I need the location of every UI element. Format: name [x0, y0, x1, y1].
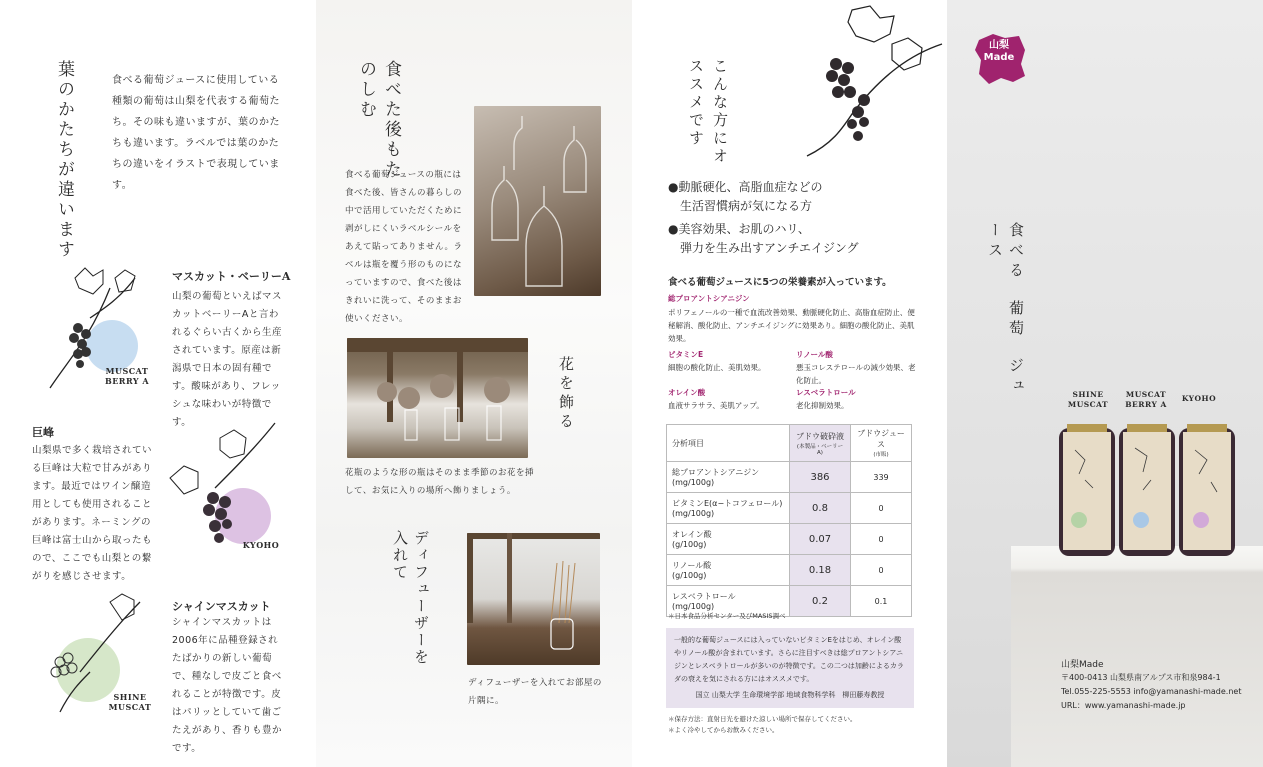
table-header-market	[851, 425, 912, 462]
row-label	[667, 462, 790, 493]
n2-desc: 細胞の酸化防止、美肌効果。	[668, 363, 766, 372]
kyoho-illustration	[165, 418, 280, 558]
table-source: ＊日本食品分析センター及びMASIS調べ	[668, 612, 786, 620]
row-label	[667, 524, 790, 555]
header-market-label: ブドウジュース	[857, 429, 905, 449]
table-row	[667, 555, 912, 586]
n3-desc: 悪玉コレステロールの減少効果、老化防止。	[796, 363, 916, 385]
row-name: オレイン酸	[672, 530, 712, 539]
professor-note: 一般的な葡萄ジュースには入っていないビタミンEをはじめ、オレイン酸やリノール酸が含まれています。さらに注目すべきは総プロアントシアニジンとレスベラトロールが多いのが特徴です。この二つは加齢によるカラダの衰えを気にされる方にはオススメです。	[674, 636, 904, 683]
panel3-title: こんな方にオススメです	[687, 58, 729, 166]
row-name: 総プロアントシアニジン	[672, 468, 760, 477]
company-url: URL：www.yamanashi-made.jp	[1061, 701, 1186, 710]
shine-muscat-label: SHINE MUSCAT	[108, 692, 152, 712]
footnote-storage: ＊保存方法：直射日光を避けた涼しい場所で保存してください。	[668, 715, 857, 723]
table-header-row	[667, 425, 912, 462]
row-name: レスベラトロール	[672, 592, 736, 601]
professor-signature: 国立 山梨大学 生命環境学部 地域食物科学科 柳田藤寿教授	[695, 691, 885, 699]
flower-text: 花瓶のような形の瓶はそのまま季節のお花を挿して、お気に入りの場所へ飾りましょう。	[345, 468, 535, 496]
panel-varieties	[0, 0, 316, 767]
panel2-title: 食べた後もたのしむ	[356, 60, 401, 180]
professor-note-box	[666, 628, 914, 708]
panel-recommend	[632, 0, 947, 767]
row-label	[667, 555, 790, 586]
row-name: リノール酸	[672, 561, 712, 570]
muscat-berry-a-heading: マスカット・ベーリーA	[172, 270, 291, 283]
row-market-value: 0	[851, 555, 912, 586]
n3-name: リノール酸	[796, 350, 833, 359]
table-row	[667, 493, 912, 524]
diffuser-photo	[467, 533, 600, 665]
bottle-label-shine: SHINE MUSCAT	[1067, 390, 1109, 409]
row-market-value: 0	[851, 524, 912, 555]
header-product-label: ブドウ破砕液	[796, 431, 844, 441]
juice-bottles	[1055, 420, 1241, 558]
white-table	[1011, 546, 1263, 767]
diffuser-text: ディフューザーを入れてお部屋の片隅に。	[468, 678, 602, 706]
row-label	[667, 493, 790, 524]
panel2-body: 食べる葡萄ジュースの瓶には食べた後、皆さんの暮らしの中で活用していただくために剥がしにくいラベルシールをあえて貼ってありません。ラベルは瓶を覆う形のものになっていますので、食べた後はきれいに洗って、そのままお使いください。	[345, 170, 463, 324]
bullet-1: ●動脈硬化、高脂血症などの 生活習慣病が気になる方	[668, 180, 823, 213]
row-unit: (mg/100g)	[672, 602, 715, 611]
panel-reuse	[316, 0, 632, 767]
nutrients-heading: 食べる葡萄ジュースに5つの栄養素が入っています。	[668, 277, 892, 288]
shine-muscat-body: シャインマスカットは2006年に品種登録されたばかりの新しい葡萄で、種なしで皮ごと食べれることが特徴です。皮はパリッとしていて歯ごたえがあり、香りも豊かです。	[172, 617, 283, 754]
panel1-intro: 食べる葡萄ジュースに使用している種類の葡萄は山梨を代表する葡萄たち。その味も違いますが、葉のかたちも違います。ラベルでは葉のかたちの違いをイラストで表現しています。	[112, 75, 280, 191]
cover-title: 食べる 葡萄 ジュース	[986, 222, 1025, 398]
header-product-sub: (本製品・ベーリーA)	[796, 443, 844, 456]
row-product-value: 0.18	[790, 555, 851, 586]
table-row	[667, 462, 912, 493]
kyoho-label: KYOHO	[242, 540, 280, 550]
shine-muscat-heading: シャインマスカット	[172, 600, 271, 613]
table-header-product	[790, 425, 851, 462]
empty-bottles-photo	[474, 106, 601, 296]
n5-name: レスベラトロール	[796, 388, 856, 397]
table-row	[667, 524, 912, 555]
row-product-value: 0.2	[790, 586, 851, 617]
panel-cover	[947, 0, 1263, 767]
row-name: ビタミンE(α−トコフェロール)	[672, 499, 783, 508]
flower-vase-photo	[347, 338, 528, 458]
n4-desc: 血液サラサラ、美肌アップ。	[668, 401, 764, 410]
bullet-2: ●美容効果、お肌のハリ、 弾力を生み出すアンチエイジング	[668, 222, 859, 255]
flower-title: 花を飾る	[557, 356, 575, 432]
diffuser-title: ディフューザーを入れて	[391, 530, 430, 666]
row-market-value: 339	[851, 462, 912, 493]
company-address: 〒400-0413 山梨県南アルプス市和泉984-1	[1061, 673, 1221, 682]
footnote-chill: ＊よく冷やしてからお飲みください。	[668, 726, 779, 734]
row-unit: (g/100g)	[672, 571, 707, 580]
muscat-berry-a-body: 山梨の葡萄といえばマスカットベーリーAと言われるぐらい古くから生産されています。原産は新潟県で日本の固有種です。酸味があり、フレッシュな味わいが特徴です。	[172, 291, 283, 428]
logo-line2: Made	[983, 52, 1015, 63]
row-unit: (mg/100g)	[672, 478, 715, 487]
table-header-item: 分析項目	[667, 425, 790, 462]
n5-desc: 老化抑制効果。	[796, 401, 849, 410]
kyoho-body: 山梨県で多く栽培されている巨峰は大粒で甘みがあります。最近ではワイン醸造用としても使用されることがあります。ネーミングの巨峰は富士山から取ったもので、ここでも山梨との繋がりを感じさせます。	[32, 445, 153, 582]
logo-text	[977, 40, 1021, 64]
company-name: 山梨Made	[1061, 660, 1104, 670]
bottle-label-kyoho: KYOHO	[1181, 394, 1217, 403]
panel1-title: 葉のかたちが違います	[54, 60, 74, 260]
kyoho-heading: 巨峰	[32, 426, 54, 439]
company-contact: Tel.055-225-5553 info@yamanashi-made.net	[1061, 687, 1242, 696]
row-product-value: 386	[790, 462, 851, 493]
row-unit: (g/100g)	[672, 540, 707, 549]
header-market-sub: (市販)	[873, 452, 889, 458]
grape-vine-illustration	[792, 4, 947, 164]
n1-desc: ポリフェノールの一種で血流改善効果、動脈硬化防止、高脂血症防止、便秘解消、酸化防止、アンチエイジングに効果あり。細胞の酸化防止、美肌効果。	[668, 308, 915, 343]
n2-name: ビタミンE	[668, 350, 704, 359]
row-market-value: 0	[851, 493, 912, 524]
bottle-label-berry: MUSCAT BERRY A	[1125, 390, 1167, 409]
row-product-value: 0.07	[790, 524, 851, 555]
n4-name: オレイン酸	[668, 388, 706, 397]
n1-name: 総プロアントシアニジン	[668, 294, 750, 303]
row-market-value: 0.1	[851, 586, 912, 617]
analysis-table	[666, 424, 912, 617]
row-unit: (mg/100g)	[672, 509, 715, 518]
muscat-berry-a-label: MUSCAT BERRY A	[104, 366, 150, 386]
logo-line1: 山梨	[989, 40, 1009, 51]
row-product-value: 0.8	[790, 493, 851, 524]
